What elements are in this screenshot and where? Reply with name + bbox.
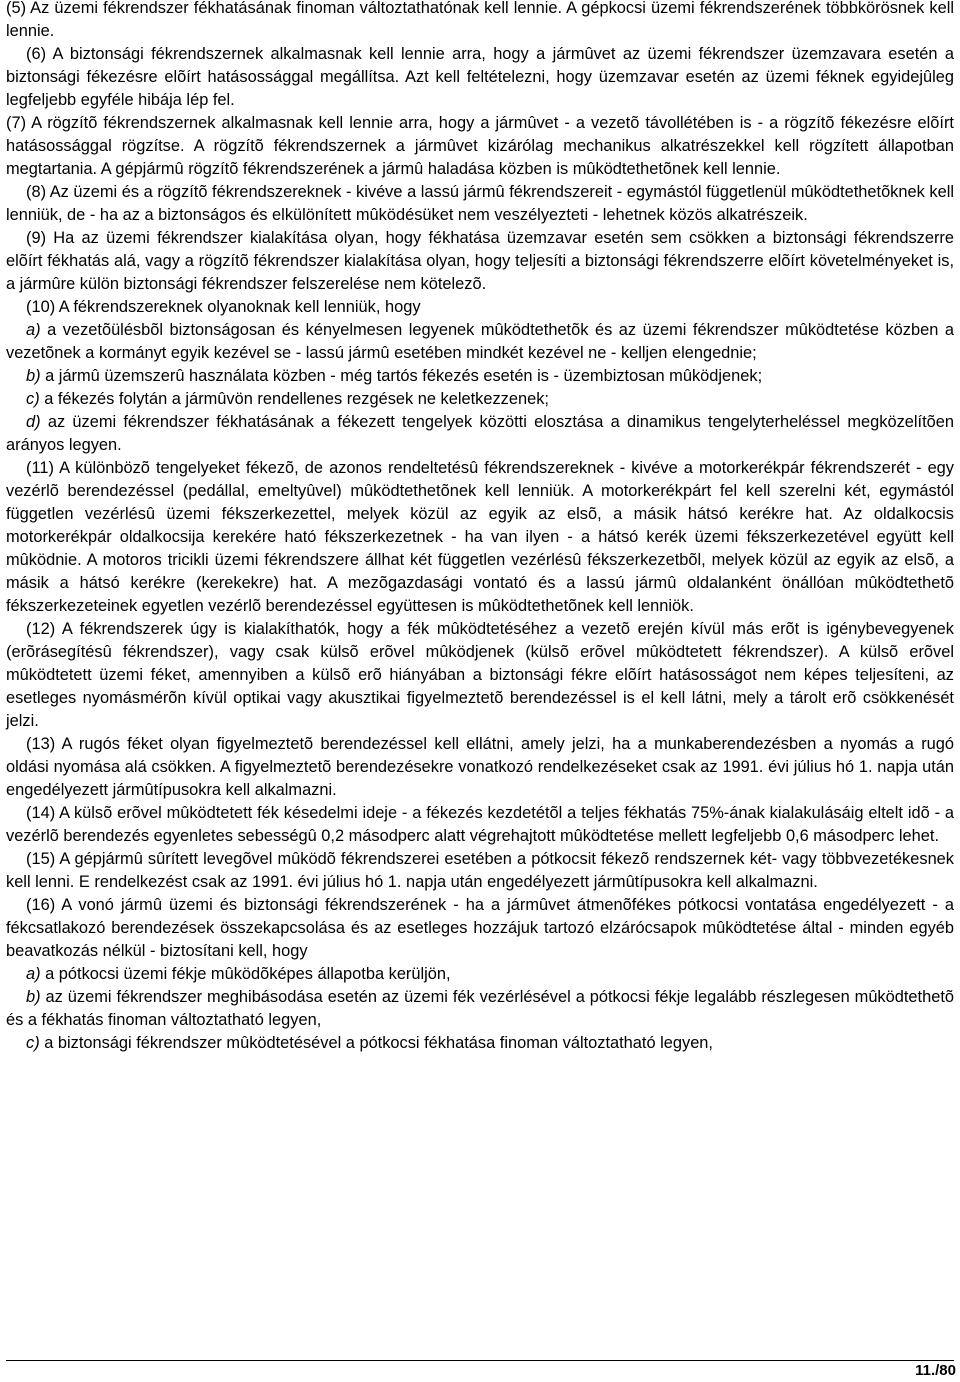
list-letter: c) bbox=[26, 1034, 40, 1052]
list-item-16c bbox=[6, 1032, 954, 1055]
paragraph-8: (8) Az üzemi és a rögzítõ fékrendszereknek - kivéve a lassú jármû fékrendszereit - egymástól függetlenül mûködtethetõknek kell lenniük, de - ha az a biztonságos és elkülönített mûködésüket nem veszélyezteti - lehetnek közös alkatrészeik. bbox=[6, 183, 954, 224]
paragraph-11: (11) A különbözõ tengelyeket fékezõ, de azonos rendeltetésû fékrendszereknek - kivéve a motorkerékpár fékrendszerét - egy vezérlõ berendezéssel (pedállal, emeltyûvel) mûködtethetõnek kell lenniük. A motorkerékpárt fel kell szerelni két, egymástól független vezérlésû üzemi fékszerkezettel, melyek közül az egyik az elsõ, a másik hátsó kerékre hat. Az oldalkocsis motorkerékpár oldalkocsija kerekére ható fékszerkezetnek - ha van ilyen - a hátsó kerék üzemi fékszerkezetével együtt kell mûködnie. A motoros tricikli üzemi fékrendszere állhat két független vezérlésû fékszerkezetbõl, melyek közül az egyik az elsõ, a másik a hátsó kerékre (kerekekre) hat. A mezõgazdasági vontató és a lassú jármû oldalanként önállóan mûködtethetõ fékszerkezeteinek egyetlen vezérlõ berendezéssel együttesen is mûködtethetõnek kell lenniök. bbox=[6, 459, 954, 615]
list-item-text: az üzemi fékrendszer fékhatásának a fékezett tengelyek közötti elosztása a dinamikus tengelyterheléssel megközelítõen arányos legyen. bbox=[6, 413, 954, 454]
paragraph-9: (9) Ha az üzemi fékrendszer kialakítása olyan, hogy fékhatása üzemzavar esetén sem csökken a biztonsági fékrendszerre elõírt fékhatás alá, vagy a rögzítõ fékrendszer kialakítása olyan, hogy teljesíti a biztonsági fékrendszerre elõírt követelményeket is, a jármûre külön biztonsági fékrendszer felszerelése nem kötelezõ. bbox=[6, 229, 954, 293]
list-item-10d bbox=[6, 411, 954, 457]
list-letter: c) bbox=[26, 390, 40, 408]
list-item-text: a fékezés folytán a jármûvön rendellenes rezgések ne keletkezzenek; bbox=[39, 390, 549, 408]
list-letter: d) bbox=[26, 413, 41, 431]
document-page bbox=[6, 0, 954, 1055]
paragraph-12: (12) A fékrendszerek úgy is kialakíthatók, hogy a fék mûködtetéséhez a vezetõ erején kívül más erõt is igénybevegyenek (erõrásegítésû fékrendszer), vagy csak külsõ erõvel mûködjenek (külsõ erõvel mûködtetett fékrendszer). A külsõ erõvel mûködtetett üzemi féket, amennyiben a külsõ erõ hiányában a biztonsági fékre elõírt hatásosságot nem képes teljesíteni, az esetleges nyomásmérõn kívül optikai vagy akusztikai figyelmeztetõ berendezéssel is el kell látni, mely a tárolt erõ csökkenését jelzi. bbox=[6, 620, 954, 730]
paragraph-7: (7) A rögzítõ fékrendszernek alkalmasnak kell lennie arra, hogy a jármûvet - a vezetõ távollétében is - a rögzítõ fékezésre elõírt hatásossággal rögzítse. A rögzítõ fékrendszernek a jármûvet kizárólag mechanikus alkatrészekkel kell rögzített állapotban megtartania. A gépjármû rögzítõ fékrendszerének a jármû haladása közben is mûködtethetõnek kell lennie. bbox=[6, 114, 954, 178]
list-item-text: a vezetõülésbõl biztonságosan és kényelmesen legyenek mûködtethetõk és az üzemi fékrendszer mûködtetése közben a vezetõnek a kormányt egyik kezével se - lassú jármû esetében mindkét kezével ne - kelljen elengednie; bbox=[6, 321, 954, 362]
list-letter: a) bbox=[26, 321, 41, 339]
list-item-text: a biztonsági fékrendszer mûködtetésével a pótkocsi fékhatása finoman változtatható legyen, bbox=[39, 1034, 713, 1052]
paragraph-13: (13) A rugós féket olyan figyelmeztetõ berendezéssel kell ellátni, amely jelzi, ha a munkaberendezésben a nyomás a rugó oldási nyomása alá csökken. A figyelmeztetõ berendezésekre vonatkozó rendelkezéseket csak az 1991. évi július hó 1. napja után engedélyezett jármûtípusokra kell alkalmazni. bbox=[6, 735, 954, 799]
list-item-10c bbox=[6, 388, 954, 411]
footer-divider bbox=[6, 1360, 954, 1361]
list-item-10a bbox=[6, 319, 954, 365]
list-letter: a) bbox=[26, 965, 41, 983]
page-number: 11./80 bbox=[915, 1362, 956, 1379]
list-item-16b bbox=[6, 986, 954, 1032]
list-item-10b bbox=[6, 365, 954, 388]
list-item-text: a jármû üzemszerû használata közben - még tartós fékezés esetén is - üzembiztosan mûködjenek; bbox=[40, 367, 763, 385]
list-item-text: az üzemi fékrendszer meghibásodása esetén az üzemi fék vezérlésével a pótkocsi fékje legalább részlegesen mûködtethetõ és a fékhatás finoman változtatható legyen, bbox=[6, 988, 954, 1029]
list-item-16a bbox=[6, 963, 954, 986]
paragraph-6: (6) A biztonsági fékrendszernek alkalmasnak kell lennie arra, hogy a jármûvet az üzemi fékrendszer üzemzavara esetén a biztonsági fékezésre elõírt hatásossággal megállítsa. Azt kell feltételezni, hogy üzemzavar esetén az üzemi féknek egyidejûleg legfeljebb egyféle hibája lép fel. bbox=[6, 45, 954, 109]
paragraph-15: (15) A gépjármû sûrített levegõvel mûködõ fékrendszerei esetében a pótkocsit fékezõ rendszernek két- vagy többvezetékesnek kell lenni. E rendelkezést csak az 1991. évi július hó 1. napja után engedélyezett jármûtípusokra kell alkalmazni. bbox=[6, 850, 954, 891]
list-letter: b) bbox=[26, 367, 41, 385]
paragraph-10: (10) A fékrendszereknek olyanoknak kell lenniük, hogy bbox=[26, 298, 421, 316]
list-item-text: a pótkocsi üzemi fékje mûködõképes állapotba kerüljön, bbox=[40, 965, 451, 983]
paragraph-16: (16) A vonó jármû üzemi és biztonsági fékrendszerének - ha a jármûvet átmenõfékes pótkocsi vontatása engedélyezett - a fékcsatlakozó berendezések összekapcsolása és az esetleges hozzájuk tartozó elzárócsapok mûködtetése által - minden egyéb beavatkozás nélkül - biztosítani kell, hogy bbox=[6, 896, 954, 960]
paragraph-5: (5) Az üzemi fékrendszer fékhatásának finoman változtathatónak kell lennie. A gépkocsi üzemi fékrendszerének többkörösnek kell lennie. bbox=[6, 0, 954, 40]
list-letter: b) bbox=[26, 988, 41, 1006]
paragraph-14: (14) A külsõ erõvel mûködtetett fék késedelmi ideje - a fékezés kezdetétõl a teljes fékhatás 75%-ának kialakulásáig eltelt idõ - a vezérlõ berendezés egyenletes sebességû 0,2 másodperc alatt végrehajtott mûködtetése mellett legfeljebb 0,6 másodperc lehet. bbox=[6, 804, 954, 845]
